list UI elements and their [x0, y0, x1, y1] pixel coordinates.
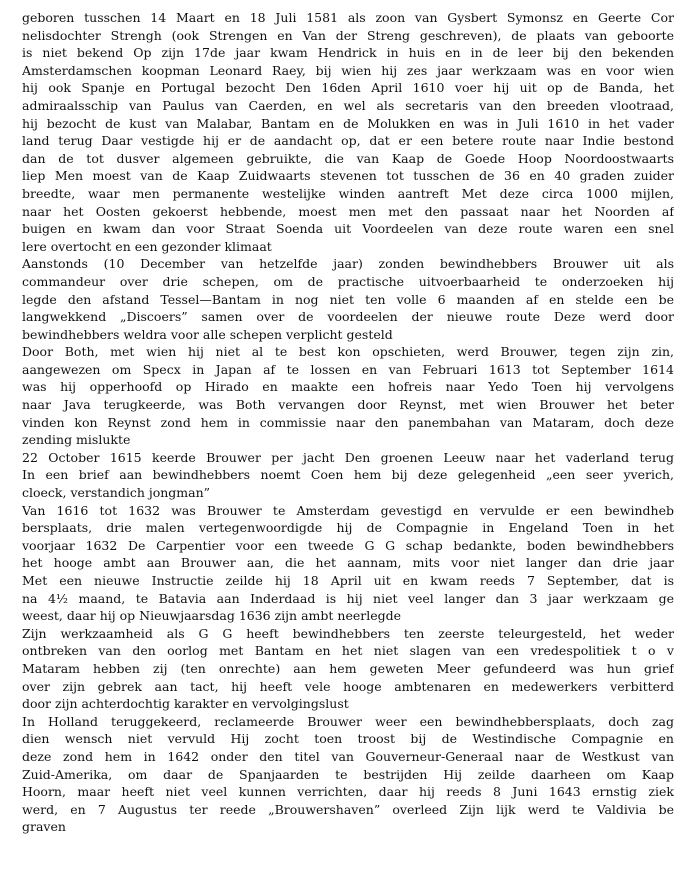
text-line: ontbreken van den oorlog met Bantam en het niet slagen van een vredespolitiek t o v: [22, 643, 674, 659]
text-line: Mataram hebben zij (ten onrechte) aan hem geweten Meer gefundeerd was hun grief: [22, 660, 674, 676]
text-line: voorjaar 1632 De Carpentier voor een tweede G G schap bedankte, boden bewindhebbers: [22, 537, 674, 553]
text-line: In Holland teruggekeerd, reclameerde Brouwer weer een bewindhebbersplaats, doch zag: [22, 713, 674, 729]
text-line: 22 October 1615 keerde Brouwer per jacht Den groenen Leeuw naar het vaderland terug: [22, 449, 674, 465]
text-line: Door Both, met wien hij niet al te best kon opschieten, werd Brouwer, tegen zijn zin,: [22, 344, 674, 360]
body-text: [22, 9, 674, 836]
text-line: door zijn achterdochtig karakter en vervolgingslust: [22, 696, 349, 712]
text-line: vinden kon Reynst zond hem in commissie naar den panembahan van Mataram, doch deze: [22, 414, 674, 430]
text-line: is niet bekend Op zijn 17de jaar kwam Hendrick in huis en in de leer bij den bekenden: [22, 45, 674, 61]
text-line: Aanstonds (10 December van hetzelfde jaar) zonden bewindhebbers Brouwer uit als: [22, 256, 674, 272]
text-line: naar Java terugkeerde, was Both vervangen door Reynst, met wien Brouwer het beter: [22, 397, 674, 413]
text-line: nelisdochter Strengh (ook Strengen en Van der Streng geschreven), de plaats van geboorte: [22, 27, 674, 43]
text-line: aangewezen om Specx in Japan af te lossen en van Februari 1613 tot September 1614: [22, 361, 674, 377]
text-line: breedte, waar men permanente westelijke winden aantreft Met deze circa 1000 mijlen,: [22, 185, 674, 201]
text-line: Zijn werkzaamheid als G G heeft bewindhebbers ten zeerste teleurgesteld, het weder: [22, 625, 674, 641]
text-line: dien wensch niet vervuld Hij zocht toen troost bij de Westindische Compagnie en: [22, 731, 674, 747]
text-line: zending mislukte: [22, 432, 131, 448]
text-line: was hij opperhoofd op Hirado en maakte een hofreis naar Yedo Toen hij vervolgens: [22, 379, 674, 395]
text-line: Hoorn, maar heeft niet veel kunnen verrichten, daar hij reeds 8 Juni 1643 ernstig ziek: [22, 784, 674, 800]
text-line: deze zond hem in 1642 onder den titel van Gouverneur-Generaal naar de Westkust van: [22, 748, 674, 764]
text-line: dan de tot dusver algemeen gebruikte, die van Kaap de Goede Hoop Noordoostwaarts: [22, 150, 674, 166]
text-line: geboren tusschen 14 Maart en 18 Juli 1581 als zoon van Gysbert Symonsz en Geerte Cor: [22, 10, 674, 25]
text-line: admiraalsschip van Paulus van Caerden, en wel als secretaris van den breeden vlootraad,: [22, 97, 674, 113]
text-line: over zijn gebrek aan tact, hij heeft vele hooge ambtenaren en medewerkers verbitterd: [22, 678, 674, 694]
text-line: Met een nieuwe Instructie zeilde hij 18 April uit en kwam reeds 7 September, dat is: [22, 573, 674, 588]
text-line: lere overtocht en een gezonder klimaat: [22, 238, 272, 254]
text-line: cloeck, verstandich jongman”: [22, 485, 211, 501]
text-line: Zuid-Amerika, om daar de Spanjaarden te bestrijden Hij zeilde daarheen om Kaap: [22, 766, 674, 782]
text-line: hij bezocht de kust van Malabar, Bantam en de Molukken en was in Juli 1610 in het vader: [22, 115, 674, 131]
text-line: graven: [22, 819, 66, 835]
text-line: buigen en kwam dan voor Straat Soenda uit Voordeelen van deze route waren een snel: [22, 221, 674, 237]
text-line: In een brief aan bewindhebbers noemt Coen hem bij deze gelegenheid „een seer yverich,: [22, 467, 674, 483]
text-line: het hooge ambt aan Brouwer aan, die het aannam, mits voor niet langer dan drie jaar: [22, 555, 674, 571]
text-line: Amsterdamschen koopman Leonard Raey, bij wien hij zes jaar werkzaam was en voor wien: [22, 62, 674, 78]
text-line: Van 1616 tot 1632 was Brouwer te Amsterdam gevestigd en vervulde er een bewindheb: [22, 502, 674, 518]
text-line: hij ook Spanje en Portugal bezocht Den 16den April 1610 voer hij uit op de Banda, het: [22, 80, 674, 96]
text-line: legde den afstand Tessel—Bantam in nog niet ten volle 6 maanden af en stelde een be: [22, 291, 674, 307]
text-line: bewindhebbers weldra voor alle schepen verplicht gesteld: [22, 326, 393, 342]
text-line: na 4½ maand, te Batavia aan Inderdaad is hij niet veel langer dan 3 jaar werkzaam ge: [22, 590, 674, 606]
text-line: naar het Oosten gekoerst hebbende, moest men met den passaat naar het Noorden af: [22, 203, 674, 219]
text-line: langwekkend „Discoers” samen over de voordeelen der nieuwe route Deze werd door: [22, 309, 674, 325]
text-line: commandeur over drie schepen, om de practische uitvoerbaarheid te onderzoeken hij: [22, 273, 674, 289]
text-line: weest, daar hij op Nieuwjaarsdag 1636 zijn ambt neerlegde: [22, 608, 402, 624]
text-line: werd, en 7 Augustus ter reede „Brouwershaven” overleed Zijn lijk werd te Valdivia be: [22, 801, 674, 817]
text-line: land terug Daar vestigde hij er de aandacht op, dat er een betere route naar Indie bestond: [22, 133, 674, 149]
text-line: bersplaats, drie malen vertegenwoordigde hij de Compagnie in Engeland Toen in het: [22, 520, 674, 536]
text-line: liep Men moest van de Kaap Zuidwaarts stevenen tot tusschen de 36 en 40 graden zuider: [22, 168, 674, 184]
